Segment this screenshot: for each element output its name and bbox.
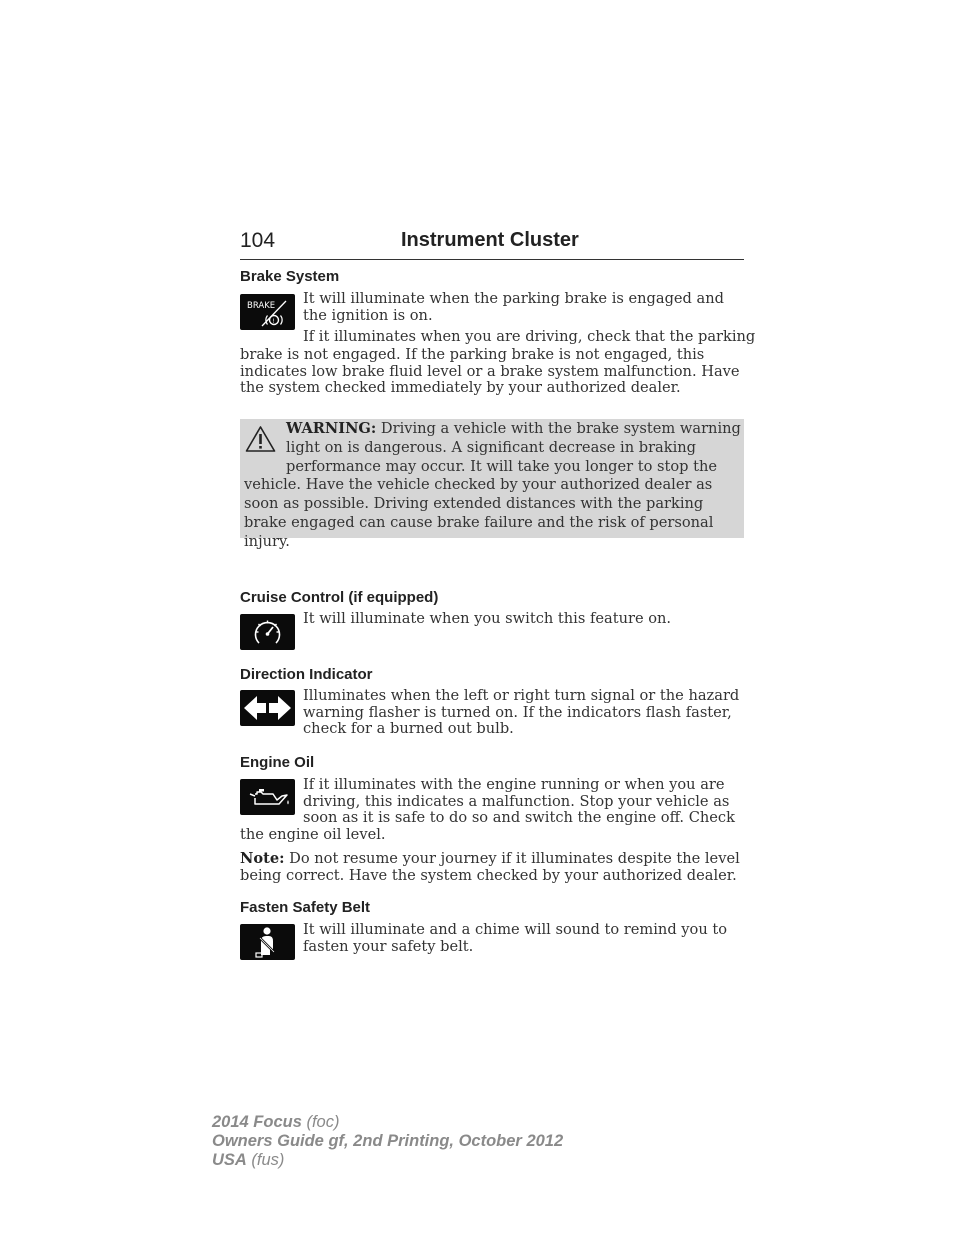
footer-model: 2014 Focus (212, 1113, 302, 1131)
turn-signal-arrows-icon (240, 690, 295, 726)
warning-body: Driving a vehicle with the brake system warning light on is dangerous. A significant decrease in braking performance may occur. It will take you longer to stop the vehicle. Have the vehicle checked by your authorized dealer as soon as possible. Driving extended distances with the parking brake engaged can cause brake failure and the risk of personal injury. (244, 420, 741, 550)
page-header (240, 229, 744, 260)
brake-paragraph-1: It will illuminate when the parking brake is engaged and the ignition is on. (303, 290, 724, 324)
footer-guide-edition: Owners Guide gf, 2nd Printing, October 2012 (212, 1132, 564, 1150)
page-number: 104 (240, 229, 276, 252)
fasten-safety-belt-heading: Fasten Safety Belt (240, 899, 371, 916)
seatbelt-icon (240, 924, 295, 960)
brake-paragraph-2-first-line: If it illuminates when you are driving, check that the parking (303, 328, 756, 345)
cruise-control-icon (240, 614, 295, 650)
note-text: Do not resume your journey if it illuminates despite the level being correct. Have the system checked by your authorized dealer. (240, 850, 740, 884)
note-label: Note: (240, 850, 285, 867)
footer-market-code: (fus) (246, 1151, 285, 1169)
cruise-control-text: It will illuminate when you switch this feature on. (303, 610, 672, 627)
page-title: Instrument Cluster (401, 229, 579, 251)
fasten-safety-belt-text: It will illuminate and a chime will sound to remind you to fasten your safety belt. (303, 921, 728, 955)
brake-paragraph-2: brake is not engaged. If the parking brake is not engaged, this indicates low brake fluid level or a brake system malfunction. Have the system checked immediately by your authorized dealer. (240, 346, 740, 396)
footer-model-code: (foc) (301, 1113, 340, 1131)
warning-text (244, 420, 742, 552)
brake-warning-icon (240, 294, 295, 330)
warning-label: WARNING: (286, 420, 377, 437)
svg-text:!: ! (272, 318, 275, 325)
engine-oil-note (240, 851, 744, 884)
footer-market: USA (212, 1151, 247, 1169)
engine-oil-heading: Engine Oil (240, 754, 315, 771)
warning-box (240, 419, 744, 550)
direction-indicator-text: Illuminates when the left or right turn signal or the hazard warning flasher is turned on. If the indicators flash faster, check for a burned out bulb. (303, 687, 740, 737)
direction-indicator-heading: Direction Indicator (240, 666, 373, 683)
document-footer (212, 1113, 563, 1170)
engine-oil-text-content: If it illuminates with the engine running or when you are driving, this indicates a malfunction. Stop your vehicle as soon as it is safe to do so and switch the engine off. Check the engine oil level. (240, 776, 735, 843)
brake-system-heading: Brake System (240, 268, 340, 285)
engine-oil-text (240, 777, 744, 843)
brake-icon-label: BRAKE (247, 301, 276, 311)
cruise-control-heading: Cruise Control (if equipped) (240, 589, 439, 606)
